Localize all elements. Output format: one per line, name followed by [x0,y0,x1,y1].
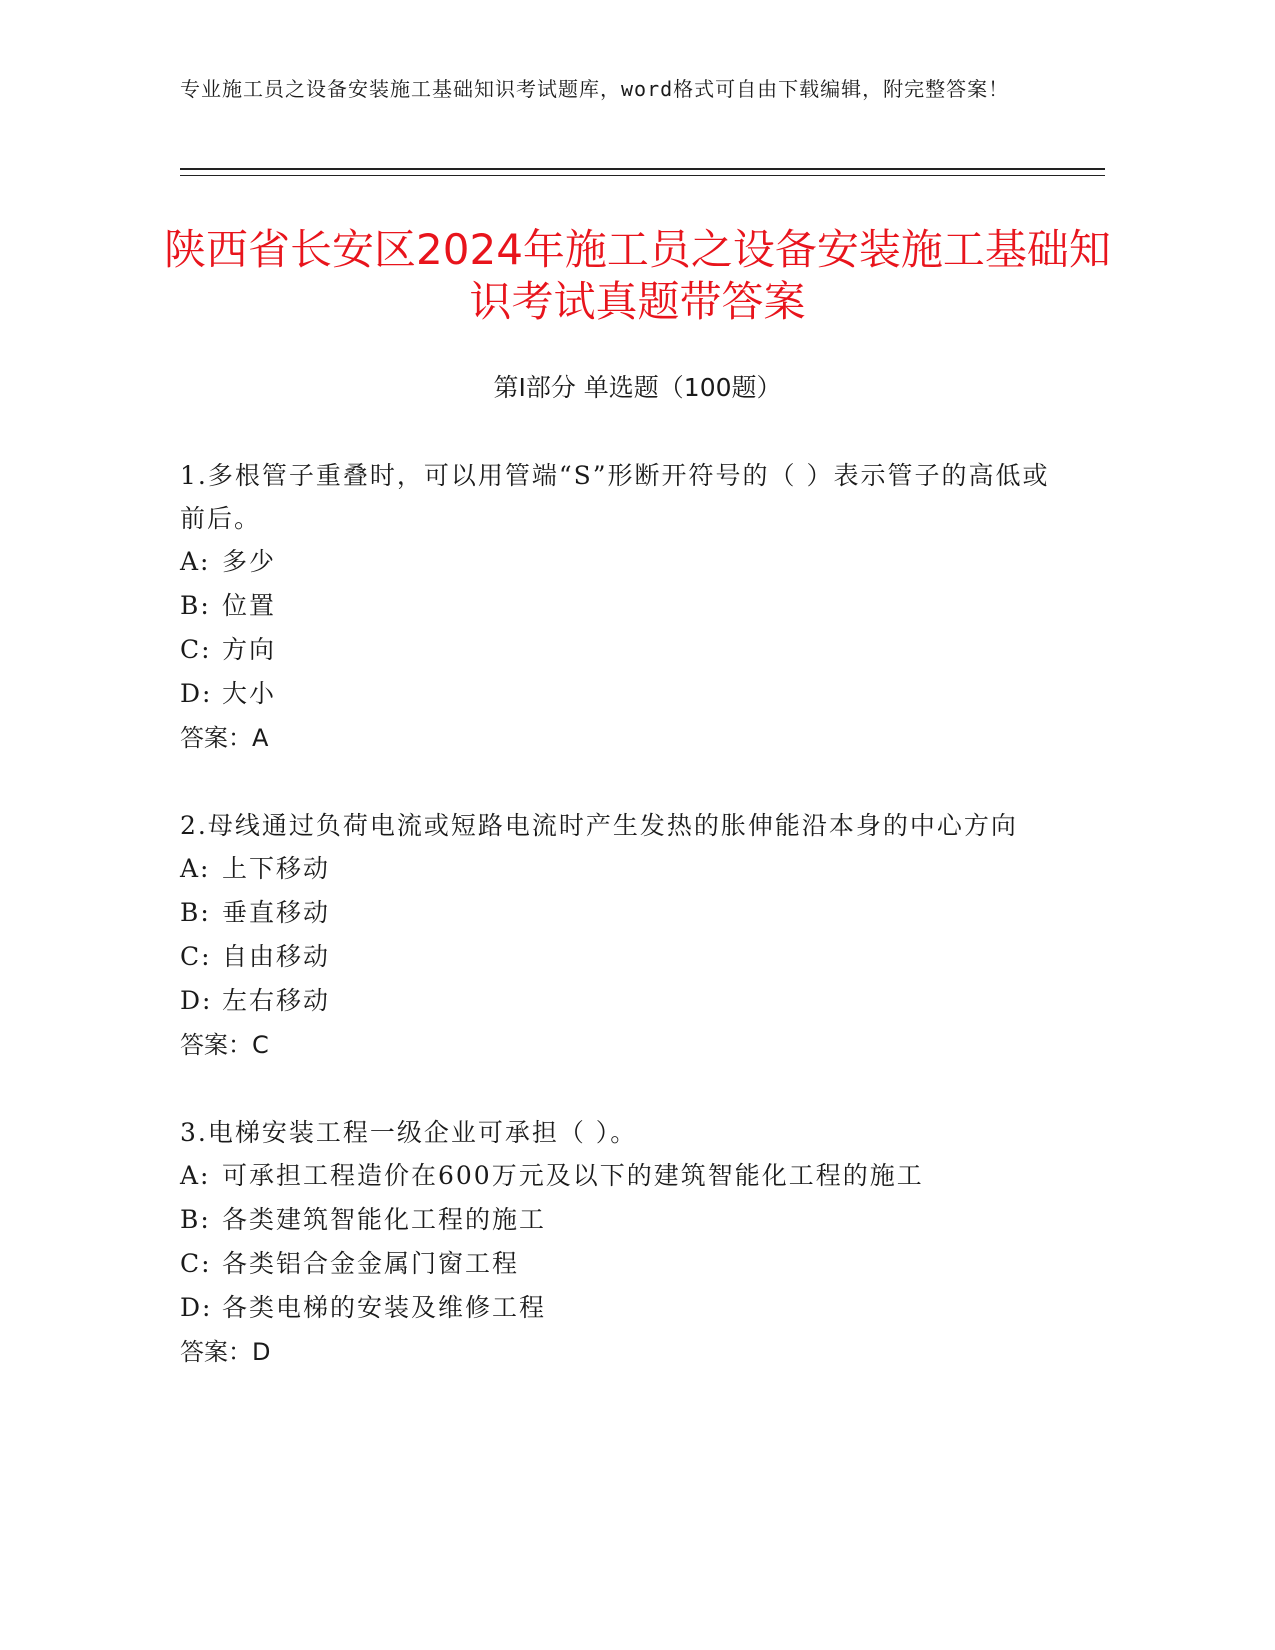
option-key: C: [180,635,212,664]
option-key: A: [180,1161,211,1190]
option-c [180,935,1060,979]
question-stem: 3.电梯安装工程一级企业可承担（ ）。 [180,1118,638,1147]
option-b [180,1198,1060,1242]
answer-line: 答案：A [180,724,269,752]
question-stem: 1.多根管子重叠时，可以用管端“S”形断开符号的（ ）表示管子的高低或前后。 [180,461,1050,533]
header-note: 专业施工员之设备安装施工基础知识考试题库，word格式可自由下载编辑，附完整答案！ [180,77,1010,101]
option-d [180,979,1060,1023]
option-text: 左右移动 [222,986,331,1015]
header-divider-thin [180,175,1105,176]
header-divider-thick [180,168,1105,170]
question-3 [180,1111,1060,1374]
option-key: D: [180,1293,213,1322]
option-key: D: [180,679,213,708]
option-text: 各类电梯的安装及维修工程 [222,1293,547,1322]
option-text: 垂直移动 [222,898,331,927]
option-key: B: [180,591,211,620]
option-key: B: [180,898,211,927]
option-text: 位置 [222,591,277,620]
option-key: A: [180,547,211,576]
option-key: B: [180,1205,211,1234]
option-d [180,1286,1060,1330]
option-text: 可承担工程造价在600万元及以下的建筑智能化工程的施工 [222,1161,924,1190]
option-key: A: [180,854,211,883]
document-title: 陕西省长安区2024年施工员之设备安装施工基础知识考试真题带答案 [164,225,1111,326]
option-text: 上下移动 [222,854,331,883]
option-key: C: [180,1249,212,1278]
option-c [180,1242,1060,1286]
option-text: 自由移动 [222,942,331,971]
question-stem: 2.母线通过负荷电流或短路电流时产生发热的胀伸能沿本身的中心方向 [180,811,1018,840]
section-title: 第Ⅰ部分 单选题（100题） [493,373,782,402]
option-key: D: [180,986,213,1015]
option-text: 多少 [222,547,277,576]
option-b [180,584,1060,628]
option-d [180,672,1060,716]
option-c [180,628,1060,672]
option-key: C: [180,942,212,971]
option-a [180,1154,1060,1198]
option-b [180,891,1060,935]
option-text: 各类铝合金金属门窗工程 [222,1249,520,1278]
option-a [180,540,1060,584]
option-text: 方向 [222,635,277,664]
question-1 [180,454,1060,760]
question-list [180,454,1060,1418]
answer-line: 答案：D [180,1338,271,1366]
option-text: 各类建筑智能化工程的施工 [222,1205,547,1234]
question-2 [180,804,1060,1067]
option-text: 大小 [222,679,277,708]
answer-line: 答案：C [180,1031,269,1059]
option-a [180,847,1060,891]
